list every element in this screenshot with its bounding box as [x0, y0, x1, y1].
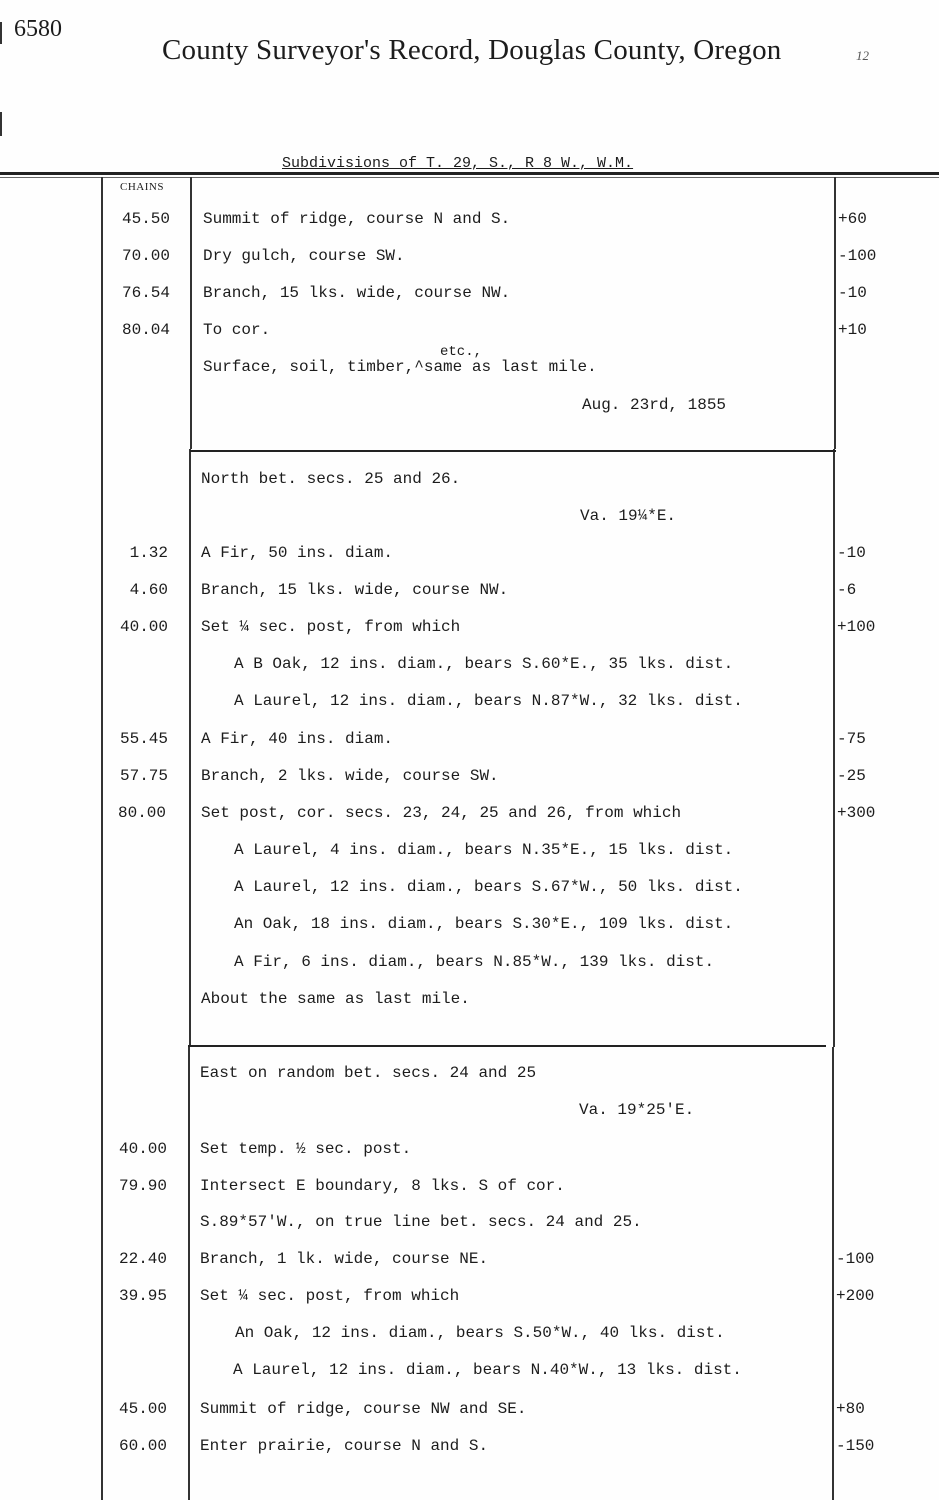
chain-value: 4.60 [129, 581, 168, 599]
column-rule-chains [190, 177, 192, 449]
section-divider [188, 1045, 826, 1047]
entry-text: Surface, soil, timber,^same as last mile. [203, 358, 597, 376]
elevation-value: +80 [836, 1400, 865, 1418]
insertion-note: etc., [440, 344, 483, 360]
section-subtitle: Subdivisions of T. 29, S., R 8 W., W.M. [282, 155, 634, 172]
column-rule-elevation [832, 1047, 834, 1500]
chain-value: 45.50 [121, 210, 170, 228]
entry-text: Dry gulch, course SW. [203, 247, 405, 265]
bearing-tree-text: A Laurel, 12 ins. diam., bears S.67*W., 50 lks. dist. [234, 878, 743, 896]
section-divider [190, 450, 836, 452]
chain-value: 39.95 [118, 1287, 167, 1305]
chain-value: 60.00 [118, 1437, 167, 1455]
elevation-value: -6 [837, 581, 857, 599]
margin-mark [0, 22, 2, 44]
chain-value: 22.40 [118, 1250, 167, 1268]
top-rule-thin [0, 177, 939, 178]
variation-text: Va. 19¼*E. [580, 507, 677, 525]
corner-mark: 12 [856, 48, 869, 63]
bearing-tree-text: A Laurel, 12 ins. diam., bears N.87*W., 32 lks. dist. [234, 692, 743, 710]
entry-text: A Fir, 50 ins. diam. [201, 544, 394, 562]
bearing-tree-text: A Fir, 6 ins. diam., bears N.85*W., 139 lks. dist. [234, 953, 715, 971]
chain-value: 40.00 [119, 618, 168, 636]
column-rule-chains [188, 1047, 190, 1500]
chain-value: 57.75 [119, 767, 168, 785]
entry-text: North bet. secs. 25 and 26. [201, 470, 461, 488]
elevation-value: -150 [836, 1437, 875, 1455]
chain-value: 1.32 [129, 544, 168, 562]
chains-column-header: CHAINS [120, 181, 164, 193]
entry-text: Set temp. ½ sec. post. [200, 1140, 412, 1158]
entry-text: Branch, 15 lks. wide, course NW. [203, 284, 511, 302]
bearing-tree-text: An Oak, 18 ins. diam., bears S.30*E., 109 lks. dist. [234, 915, 734, 933]
page-number: 6580 [14, 16, 62, 42]
entry-text: Enter prairie, course N and S. [200, 1437, 489, 1455]
entry-text: A Fir, 40 ins. diam. [201, 730, 394, 748]
entry-text: Summit of ridge, course NW and SE. [200, 1400, 527, 1418]
chain-value: 76.54 [121, 284, 170, 302]
entry-text: Intersect E boundary, 8 lks. S of cor. [200, 1177, 565, 1195]
entry-text: S.89*57'W., on true line bet. secs. 24 and 25. [200, 1213, 642, 1231]
elevation-value: -10 [837, 544, 866, 562]
elevation-value: +10 [838, 321, 867, 339]
entry-date: Aug. 23rd, 1855 [582, 396, 727, 414]
elevation-value: -100 [838, 247, 877, 265]
entry-text: Set ¼ sec. post, from which [200, 1287, 460, 1305]
column-rule-chains [189, 449, 191, 1047]
entry-text: Branch, 1 lk. wide, course NE. [200, 1250, 489, 1268]
entry-text: Branch, 15 lks. wide, course NW. [201, 581, 509, 599]
entry-text: About the same as last mile. [201, 990, 470, 1008]
chain-value: 80.00 [117, 804, 166, 822]
entry-text: Branch, 2 lks. wide, course SW. [201, 767, 499, 785]
column-rule-elevation [834, 177, 836, 449]
elevation-value: +300 [837, 804, 876, 822]
elevation-value: -100 [836, 1250, 875, 1268]
elevation-value: -10 [838, 284, 867, 302]
page-title: County Surveyor's Record, Douglas County, Oregon [162, 34, 782, 66]
margin-mark [0, 112, 2, 136]
entry-text: Set post, cor. secs. 23, 24, 25 and 26, from which [201, 804, 682, 822]
chain-value: 45.00 [118, 1400, 167, 1418]
chain-value: 70.00 [121, 247, 170, 265]
entry-text: Summit of ridge, course N and S. [203, 210, 511, 228]
column-rule-elevation [833, 449, 835, 1047]
entry-text: East on random bet. secs. 24 and 25 [200, 1064, 537, 1082]
chain-value: 55.45 [119, 730, 168, 748]
elevation-value: +60 [838, 210, 867, 228]
bearing-tree-text: An Oak, 12 ins. diam., bears S.50*W., 40 lks. dist. [235, 1324, 725, 1342]
elevation-value: -75 [837, 730, 866, 748]
entry-text: To cor. [203, 321, 271, 339]
bearing-tree-text: A B Oak, 12 ins. diam., bears S.60*E., 35 lks. dist. [234, 655, 734, 673]
bearing-tree-text: A Laurel, 4 ins. diam., bears N.35*E., 15 lks. dist. [234, 841, 734, 859]
elevation-value: -25 [837, 767, 866, 785]
bearing-tree-text: A Laurel, 12 ins. diam., bears N.40*W., 13 lks. dist. [233, 1361, 742, 1379]
chain-value: 79.90 [118, 1177, 167, 1195]
chain-value: 80.04 [121, 321, 170, 339]
elevation-value: +100 [837, 618, 876, 636]
top-rule [0, 172, 939, 175]
entry-text: Set ¼ sec. post, from which [201, 618, 461, 636]
elevation-value: +200 [836, 1287, 875, 1305]
chain-value: 40.00 [118, 1140, 167, 1158]
variation-text: Va. 19*25'E. [579, 1101, 695, 1119]
